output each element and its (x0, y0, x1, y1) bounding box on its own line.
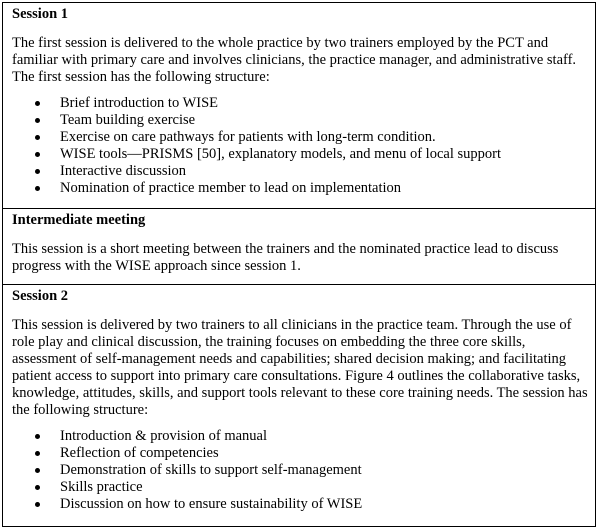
session-2-cell (3, 285, 596, 527)
session-2-heading: Session 2 (12, 288, 69, 304)
list-item: Exercise on care pathways for patients with long-term condition. (60, 129, 589, 146)
session-1-cell (3, 3, 596, 209)
sessions-table (2, 2, 596, 527)
session-2-list (12, 428, 589, 513)
session-1-heading: Session 1 (12, 6, 69, 22)
list-item: Nomination of practice member to lead on implementation (60, 180, 589, 197)
intermediate-meeting-paragraph: This session is a short meeting between the trainers and the nominated practice lead to discuss progress with the WISE approach since session 1. (12, 241, 559, 274)
session-2-paragraph: This session is delivered by two trainers to all clinicians in the practice team. Through the use of role play and clinical discussion, the training focuses on embedding the three core skills, assessment of self-management needs and capabilities; shared decision making; and facilitating patient access to support into primary care consultations. Figure 4 outlines the collaborative tasks, knowledge, attitudes, skills, and support tools relevant to these core training needs. The session has the following structure: (12, 317, 588, 418)
session-1-paragraph: The first session is delivered to the whole practice by two trainers employed by the PCT and familiar with primary care and involves clinicians, the practice manager, and administrative staff. The first session has the following structure: (12, 35, 577, 85)
list-item: Brief introduction to WISE (60, 95, 589, 112)
intermediate-meeting-cell (3, 209, 596, 285)
list-item: WISE tools—PRISMS [50], explanatory models, and menu of local support (60, 146, 589, 163)
intermediate-meeting-row (3, 209, 596, 285)
session-2-row (3, 285, 596, 527)
session-1-row (3, 3, 596, 209)
list-item: Demonstration of skills to support self-management (60, 462, 589, 479)
list-item: Team building exercise (60, 112, 589, 129)
session-1-list (12, 95, 589, 197)
list-item: Interactive discussion (60, 163, 589, 180)
list-item: Reflection of competencies (60, 445, 589, 462)
list-item: Discussion on how to ensure sustainability of WISE (60, 496, 589, 513)
intermediate-meeting-heading: Intermediate meeting (12, 212, 146, 228)
list-item: Skills practice (60, 479, 589, 496)
list-item: Introduction & provision of manual (60, 428, 589, 445)
